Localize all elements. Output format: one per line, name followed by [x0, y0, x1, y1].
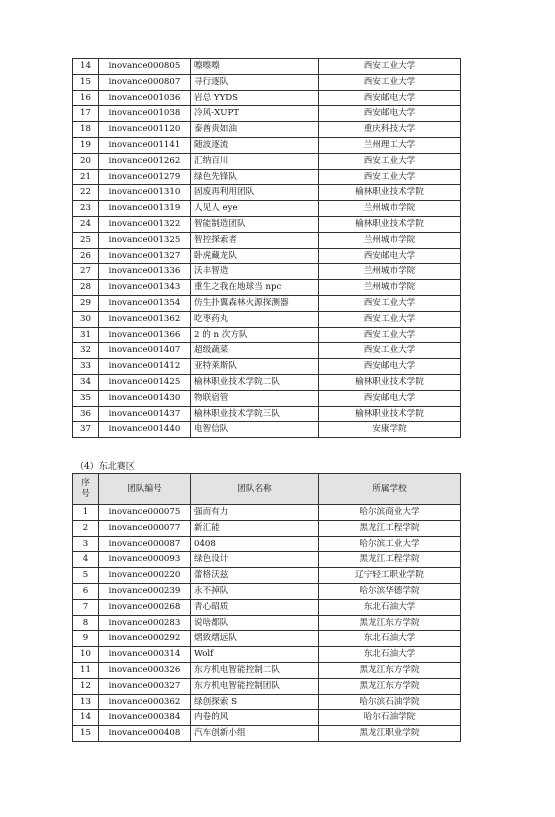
table-row — [73, 662, 461, 678]
table-row — [73, 422, 461, 438]
team-name: 蕾格沃兹 — [191, 568, 319, 584]
row-index: 6 — [73, 583, 99, 599]
school-name: 兰州城市学院 — [319, 201, 461, 217]
team-id: inovance001120 — [99, 122, 191, 138]
table-row — [73, 359, 461, 375]
team-id: inovance001343 — [99, 280, 191, 296]
row-index: 19 — [73, 137, 99, 153]
school-name: 重庆科技大学 — [319, 122, 461, 138]
team-id: inovance000075 — [99, 505, 191, 521]
team-name: 东方机电智能控制团队 — [191, 678, 319, 694]
school-name: 榆林职业技术学院 — [319, 406, 461, 422]
team-id: inovance001038 — [99, 106, 191, 122]
table-row — [73, 520, 461, 536]
header-index-line1: 序 — [81, 477, 90, 488]
team-id: inovance001437 — [99, 406, 191, 422]
team-name: 随波逐流 — [191, 137, 319, 153]
header-team-id: 团队编号 — [99, 474, 191, 505]
team-id: inovance000093 — [99, 552, 191, 568]
table-row — [73, 552, 461, 568]
school-name: 哈尔滨华德学院 — [319, 583, 461, 599]
team-name: 仿生扑翼森林火源探测器 — [191, 295, 319, 311]
school-name: 西安工业大学 — [319, 327, 461, 343]
team-name: 物联宿管 — [191, 390, 319, 406]
table-row — [73, 74, 461, 90]
school-name: 榆林职业技术学院 — [319, 374, 461, 390]
team-id: inovance000327 — [99, 678, 191, 694]
team-id: inovance001322 — [99, 216, 191, 232]
team-table-body — [73, 59, 461, 438]
team-name: 榆林职业技术学院三队 — [191, 406, 319, 422]
team-name: 寻行逐队 — [191, 74, 319, 90]
school-name: 东北石油大学 — [319, 631, 461, 647]
row-index: 4 — [73, 552, 99, 568]
table-row — [73, 726, 461, 742]
school-name: 西安邮电大学 — [319, 106, 461, 122]
table-row — [73, 90, 461, 106]
team-name: 岩总 YYDS — [191, 90, 319, 106]
row-index: 21 — [73, 169, 99, 185]
table-row — [73, 185, 461, 201]
team-name: 冷风-XUPT — [191, 106, 319, 122]
row-index: 32 — [73, 343, 99, 359]
team-name: 绿色先锋队 — [191, 169, 319, 185]
row-index: 14 — [73, 710, 99, 726]
team-id: inovance000362 — [99, 694, 191, 710]
row-index: 5 — [73, 568, 99, 584]
team-name: 智能制造团队 — [191, 216, 319, 232]
team-id: inovance000239 — [99, 583, 191, 599]
row-index: 3 — [73, 536, 99, 552]
team-name: 吃枣药丸 — [191, 311, 319, 327]
team-name: 人见人 eye — [191, 201, 319, 217]
row-index: 13 — [73, 694, 99, 710]
table-row — [73, 137, 461, 153]
row-index: 15 — [73, 74, 99, 90]
row-index: 16 — [73, 90, 99, 106]
team-name: 超级蔬菜 — [191, 343, 319, 359]
team-name: 汇纳百川 — [191, 153, 319, 169]
school-name: 黑龙江职业学院 — [319, 726, 461, 742]
school-name: 榆林职业技术学院 — [319, 185, 461, 201]
team-name: 永不掉队 — [191, 583, 319, 599]
school-name: 西安工业大学 — [319, 343, 461, 359]
school-name: 兰州城市学院 — [319, 264, 461, 280]
school-name: 西安工业大学 — [319, 59, 461, 75]
header-index — [73, 474, 99, 505]
team-id: inovance000326 — [99, 662, 191, 678]
row-index: 26 — [73, 248, 99, 264]
team-id: inovance000314 — [99, 647, 191, 663]
row-index: 28 — [73, 280, 99, 296]
table-row — [73, 583, 461, 599]
team-name: 绿创探索 S — [191, 694, 319, 710]
team-id: inovance001327 — [99, 248, 191, 264]
table-row — [73, 374, 461, 390]
table-row — [73, 264, 461, 280]
team-name: 卧虎藏龙队 — [191, 248, 319, 264]
team-name: 榆林职业技术学院二队 — [191, 374, 319, 390]
school-name: 兰州城市学院 — [319, 280, 461, 296]
team-id: inovance000805 — [99, 59, 191, 75]
row-index: 27 — [73, 264, 99, 280]
table-row — [73, 122, 461, 138]
team-name: 青心昭质 — [191, 599, 319, 615]
team-name: 嚓嚓嚓 — [191, 59, 319, 75]
row-index: 11 — [73, 662, 99, 678]
table-row — [73, 311, 461, 327]
table-row — [73, 153, 461, 169]
team-id: inovance001141 — [99, 137, 191, 153]
table-row — [73, 343, 461, 359]
table-row — [73, 232, 461, 248]
team-id: inovance001440 — [99, 422, 191, 438]
school-name: 西安邮电大学 — [319, 248, 461, 264]
team-name: 电智信队 — [191, 422, 319, 438]
school-name: 西安邮电大学 — [319, 359, 461, 375]
row-index: 2 — [73, 520, 99, 536]
row-index: 30 — [73, 311, 99, 327]
header-index-line2: 号 — [81, 489, 90, 499]
team-id: inovance001262 — [99, 153, 191, 169]
team-table-body — [73, 505, 461, 742]
row-index: 20 — [73, 153, 99, 169]
table-row — [73, 599, 461, 615]
row-index: 18 — [73, 122, 99, 138]
row-index: 10 — [73, 647, 99, 663]
team-id: inovance000283 — [99, 615, 191, 631]
row-index: 23 — [73, 201, 99, 217]
team-id: inovance001036 — [99, 90, 191, 106]
team-name: 固废再利用团队 — [191, 185, 319, 201]
row-index: 22 — [73, 185, 99, 201]
row-index: 9 — [73, 631, 99, 647]
table-row — [73, 327, 461, 343]
row-index: 25 — [73, 232, 99, 248]
school-name: 哈尔滨工业大学 — [319, 536, 461, 552]
team-name: 说啥都队 — [191, 615, 319, 631]
school-name: 黑龙江东方学院 — [319, 678, 461, 694]
table-header-row — [73, 474, 461, 505]
team-id: inovance001336 — [99, 264, 191, 280]
table-row — [73, 216, 461, 232]
table-row — [73, 615, 461, 631]
school-name: 黑龙江东方学院 — [319, 662, 461, 678]
table-row — [73, 678, 461, 694]
school-name: 西安工业大学 — [319, 169, 461, 185]
team-id: inovance000384 — [99, 710, 191, 726]
row-index: 34 — [73, 374, 99, 390]
school-name: 安康学院 — [319, 422, 461, 438]
school-name: 西安工业大学 — [319, 74, 461, 90]
school-name: 兰州城市学院 — [319, 232, 461, 248]
table-row — [73, 710, 461, 726]
team-id: inovance001412 — [99, 359, 191, 375]
school-name: 哈尔滨石油学院 — [319, 694, 461, 710]
school-name: 榆林职业技术学院 — [319, 216, 461, 232]
team-id: inovance001279 — [99, 169, 191, 185]
row-index: 7 — [73, 599, 99, 615]
team-id: inovance001354 — [99, 295, 191, 311]
row-index: 35 — [73, 390, 99, 406]
team-table-continued — [72, 58, 461, 438]
row-index: 14 — [73, 59, 99, 75]
team-name: 智控探索者 — [191, 232, 319, 248]
table-row — [73, 248, 461, 264]
school-name: 西安邮电大学 — [319, 390, 461, 406]
row-index: 17 — [73, 106, 99, 122]
row-index: 24 — [73, 216, 99, 232]
school-name: 黑龙江东方学院 — [319, 615, 461, 631]
row-index: 37 — [73, 422, 99, 438]
row-index: 29 — [73, 295, 99, 311]
table-row — [73, 201, 461, 217]
school-name: 黑龙江工程学院 — [319, 552, 461, 568]
team-id: inovance001325 — [99, 232, 191, 248]
row-index: 8 — [73, 615, 99, 631]
school-name: 辽宁轻工职业学院 — [319, 568, 461, 584]
header-school: 所属学校 — [319, 474, 461, 505]
team-id: inovance000087 — [99, 536, 191, 552]
row-index: 1 — [73, 505, 99, 521]
school-name: 黑龙江工程学院 — [319, 520, 461, 536]
table-row — [73, 536, 461, 552]
team-name: 2 的 n 次方队 — [191, 327, 319, 343]
team-id: inovance001310 — [99, 185, 191, 201]
table-row — [73, 59, 461, 75]
team-name: 沃丰智造 — [191, 264, 319, 280]
school-name: 东北石油大学 — [319, 647, 461, 663]
team-name: 新汇能 — [191, 520, 319, 536]
team-name: 亚特莱斯队 — [191, 359, 319, 375]
row-index: 12 — [73, 678, 99, 694]
team-name: 绿色设计 — [191, 552, 319, 568]
school-name: 哈尔石油学院 — [319, 710, 461, 726]
team-name: 东方机电智能控制二队 — [191, 662, 319, 678]
row-index: 31 — [73, 327, 99, 343]
table-row — [73, 406, 461, 422]
row-index: 33 — [73, 359, 99, 375]
school-name: 西安邮电大学 — [319, 90, 461, 106]
team-id: inovance001319 — [99, 201, 191, 217]
table-row — [73, 647, 461, 663]
team-name: 强而有力 — [191, 505, 319, 521]
team-name: 重生之我在地球当 npc — [191, 280, 319, 296]
row-index: 36 — [73, 406, 99, 422]
table-row — [73, 280, 461, 296]
team-id: inovance001407 — [99, 343, 191, 359]
table-row — [73, 169, 461, 185]
team-id: inovance001366 — [99, 327, 191, 343]
school-name: 哈尔滨商业大学 — [319, 505, 461, 521]
team-id: inovance001425 — [99, 374, 191, 390]
team-id: inovance000408 — [99, 726, 191, 742]
team-name: 泰酋贵如油 — [191, 122, 319, 138]
table-row — [73, 568, 461, 584]
team-name: 汽车创新小组 — [191, 726, 319, 742]
team-table-northeast — [72, 473, 461, 742]
team-id: inovance000292 — [99, 631, 191, 647]
school-name: 兰州理工大学 — [319, 137, 461, 153]
header-team-name: 团队名称 — [191, 474, 319, 505]
team-id: inovance000220 — [99, 568, 191, 584]
table-row — [73, 505, 461, 521]
team-id: inovance000807 — [99, 74, 191, 90]
section-title-northeast: （4）东北赛区 — [75, 462, 135, 472]
team-name: 熠致熠远队 — [191, 631, 319, 647]
team-id: inovance000077 — [99, 520, 191, 536]
table-row — [73, 694, 461, 710]
school-name: 西安工业大学 — [319, 311, 461, 327]
table-row — [73, 295, 461, 311]
team-name: Wolf — [191, 647, 319, 663]
table-row — [73, 106, 461, 122]
team-name: 内卷的风 — [191, 710, 319, 726]
table-row — [73, 631, 461, 647]
team-id: inovance000268 — [99, 599, 191, 615]
row-index: 15 — [73, 726, 99, 742]
team-id: inovance001430 — [99, 390, 191, 406]
school-name: 西安工业大学 — [319, 295, 461, 311]
team-name: 0408 — [191, 536, 319, 552]
school-name: 西安工业大学 — [319, 153, 461, 169]
team-id: inovance001362 — [99, 311, 191, 327]
school-name: 东北石油大学 — [319, 599, 461, 615]
table-row — [73, 390, 461, 406]
